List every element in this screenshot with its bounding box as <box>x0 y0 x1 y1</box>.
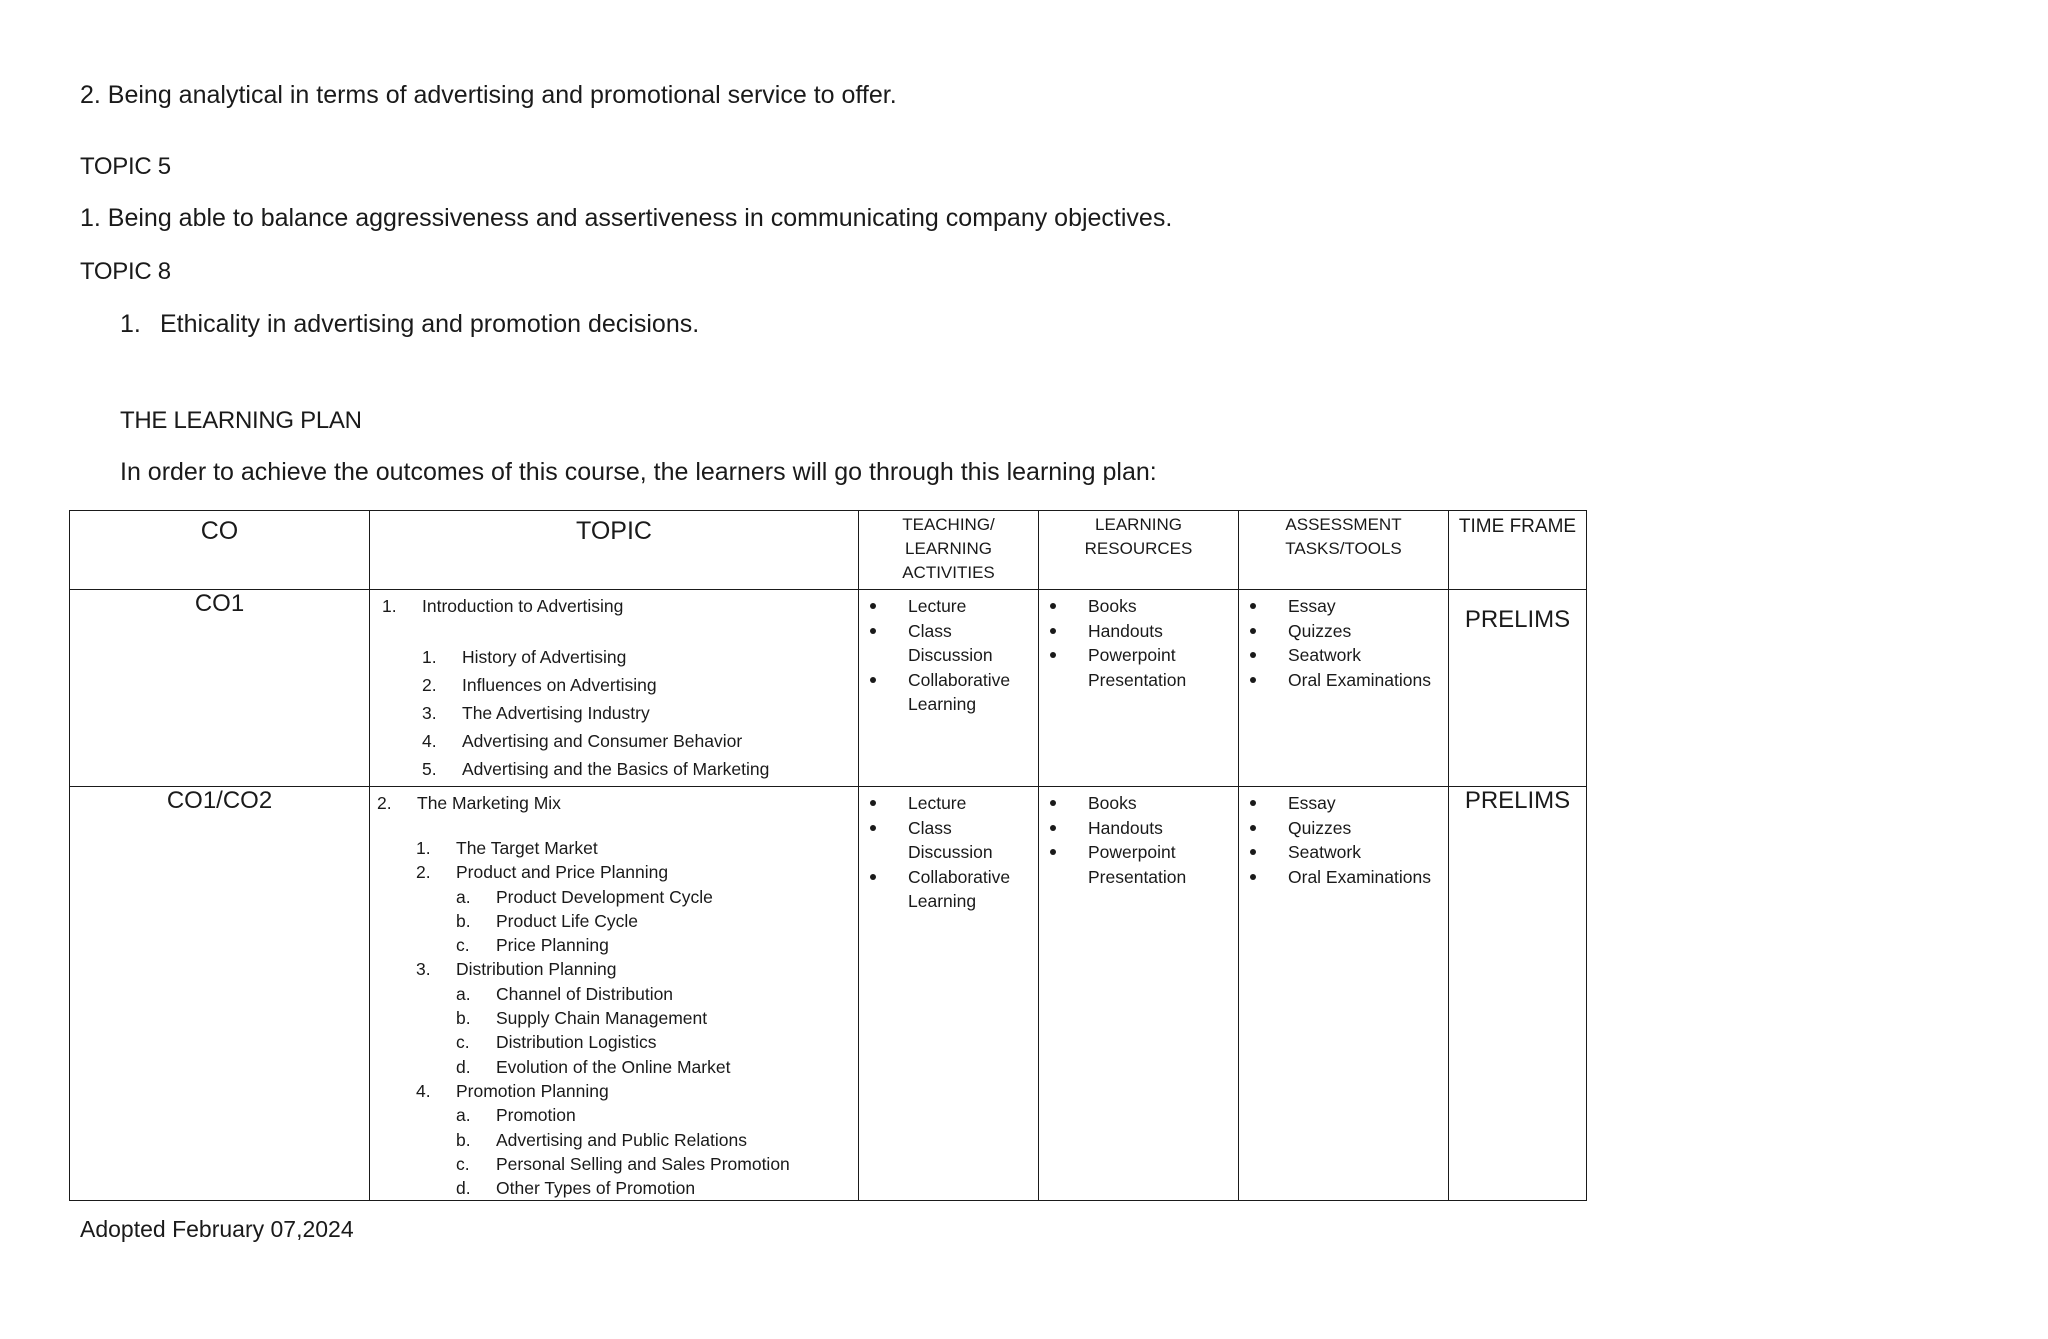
header-assessment-line: ASSESSMENT <box>1285 515 1402 534</box>
bullet-icon <box>1250 800 1256 806</box>
resources-list <box>1039 791 1238 889</box>
adopted-date: Adopted February 07,2024 <box>80 1216 354 1242</box>
list-item: d. Evolution of the Online Market <box>456 1056 731 1077</box>
header-assessment <box>1239 511 1449 590</box>
list-item: Seatwork <box>1239 840 1448 865</box>
header-activities-line: TEACHING/ <box>902 515 995 534</box>
list-item: c. Personal Selling and Sales Promotion <box>456 1153 790 1174</box>
list-item: Lecture <box>859 791 1038 816</box>
header-assessment-line: TASKS/TOOLS <box>1285 539 1402 558</box>
topic5-point: 1. Being able to balance aggressiveness and assertiveness in communicating company objectives. <box>80 204 1173 232</box>
topic-number: 2. <box>377 793 392 813</box>
header-resources <box>1039 511 1239 590</box>
header-activities-line: ACTIVITIES <box>902 563 995 582</box>
bullet-icon <box>870 677 876 683</box>
list-item: Collaborative Learning <box>859 865 1038 914</box>
list-item: Essay <box>1239 594 1448 619</box>
subtopic-list <box>370 836 858 1200</box>
subtopic-list <box>370 643 858 783</box>
topic5-heading: TOPIC 5 <box>80 153 171 180</box>
list-item: 4. Promotion Planning <box>416 1080 609 1101</box>
topic-cell <box>370 787 859 1201</box>
list-item: c. Price Planning <box>456 935 609 956</box>
topic8-point <box>120 310 699 339</box>
list-item: Quizzes <box>1239 619 1448 644</box>
activities-cell <box>859 787 1039 1201</box>
list-item: d. Other Types of Promotion <box>456 1178 696 1199</box>
bullet-icon <box>1250 677 1256 683</box>
list-item: 3. Distribution Planning <box>416 959 617 980</box>
list-text: Ethicality in advertising and promotion decisions. <box>160 310 700 338</box>
bullet-icon <box>870 874 876 880</box>
table-row <box>70 787 1587 1201</box>
time-frame-cell: PRELIMS <box>1449 787 1587 1201</box>
activities-list <box>859 594 1038 717</box>
bullet-icon <box>1050 652 1056 658</box>
topic-number: 1. <box>382 596 397 616</box>
list-item: 2. Influences on Advertising <box>422 675 657 695</box>
assessment-cell <box>1239 787 1449 1201</box>
list-item: Class Discussion <box>859 816 1038 865</box>
resources-cell <box>1039 787 1239 1201</box>
list-item: 1. The Target Market <box>416 838 598 858</box>
topic-cell <box>370 590 859 787</box>
list-item: b. Supply Chain Management <box>456 1008 708 1029</box>
list-item: 2. Product and Price Planning <box>416 862 669 883</box>
bullet-icon <box>1250 825 1256 831</box>
header-resources-line: LEARNING <box>1095 515 1182 534</box>
list-item: 3. The Advertising Industry <box>422 703 650 723</box>
list-item: b. Advertising and Public Relations <box>456 1129 747 1150</box>
list-item: 5. Advertising and the Basics of Marketing <box>422 759 770 779</box>
bullet-icon <box>1250 849 1256 855</box>
co-cell: CO1/CO2 <box>70 787 370 1201</box>
header-resources-line: RESOURCES <box>1084 539 1193 558</box>
list-item: Handouts <box>1039 619 1238 644</box>
learning-plan-table <box>69 510 1587 1201</box>
topic-title-text: The Marketing Mix <box>417 793 561 813</box>
assessment-list <box>1239 594 1448 692</box>
list-item: a. Product Development Cycle <box>456 886 713 907</box>
topic-title-text: Introduction to Advertising <box>422 596 624 616</box>
bullet-icon <box>870 825 876 831</box>
list-item: Oral Examinations <box>1239 668 1448 693</box>
list-item: c. Distribution Logistics <box>456 1032 657 1053</box>
bullet-icon <box>1250 603 1256 609</box>
bullet-icon <box>1250 628 1256 634</box>
learning-plan-description: In order to achieve the outcomes of this course, the learners will go through this learning plan: <box>120 458 1157 486</box>
activities-list <box>859 791 1038 914</box>
bullet-icon <box>1050 849 1056 855</box>
learning-plan-heading: THE LEARNING PLAN <box>120 407 362 434</box>
list-item: Powerpoint Presentation <box>1039 840 1238 889</box>
co-cell: CO1 <box>70 590 370 787</box>
list-item: Collaborative Learning <box>859 668 1038 717</box>
list-item: Lecture <box>859 594 1038 619</box>
list-item: Class Discussion <box>859 619 1038 668</box>
time-frame-value: PRELIMS <box>1464 606 1571 633</box>
list-item: Handouts <box>1039 816 1238 841</box>
assessment-list <box>1239 791 1448 889</box>
list-item: a. Channel of Distribution <box>456 983 674 1004</box>
activities-cell <box>859 590 1039 787</box>
header-activities <box>859 511 1039 590</box>
bullet-icon <box>870 603 876 609</box>
bullet-icon <box>1250 652 1256 658</box>
list-item: Quizzes <box>1239 816 1448 841</box>
list-item: Books <box>1039 791 1238 816</box>
topic8-heading: TOPIC 8 <box>80 258 171 285</box>
list-item: Books <box>1039 594 1238 619</box>
header-time-frame: TIME FRAME <box>1449 511 1587 590</box>
bullet-icon <box>1250 874 1256 880</box>
bullet-icon <box>870 628 876 634</box>
topic-title <box>377 793 858 814</box>
bullet-icon <box>1050 628 1056 634</box>
bullet-icon <box>1050 825 1056 831</box>
bullet-icon <box>1050 800 1056 806</box>
header-co: CO <box>70 511 370 590</box>
topic-title <box>382 596 858 617</box>
outcome-point-2: 2. Being analytical in terms of advertising and promotional service to offer. <box>80 81 897 109</box>
list-item: 1. History of Advertising <box>422 647 627 667</box>
time-frame-cell <box>1449 590 1587 787</box>
header-activities-line: LEARNING <box>905 539 992 558</box>
list-item: Oral Examinations <box>1239 865 1448 890</box>
list-item: Essay <box>1239 791 1448 816</box>
list-item: 4. Advertising and Consumer Behavior <box>422 731 743 751</box>
list-number: 1. <box>120 310 141 338</box>
resources-list <box>1039 594 1238 692</box>
resources-cell <box>1039 590 1239 787</box>
bullet-icon <box>870 800 876 806</box>
table-row <box>70 590 1587 787</box>
assessment-cell <box>1239 590 1449 787</box>
table-header-row <box>70 511 1587 590</box>
list-item: b. Product Life Cycle <box>456 910 639 931</box>
header-topic: TOPIC <box>370 511 859 590</box>
list-item: Powerpoint Presentation <box>1039 643 1238 692</box>
list-item: a. Promotion <box>456 1105 576 1126</box>
bullet-icon <box>1050 603 1056 609</box>
list-item: Seatwork <box>1239 643 1448 668</box>
